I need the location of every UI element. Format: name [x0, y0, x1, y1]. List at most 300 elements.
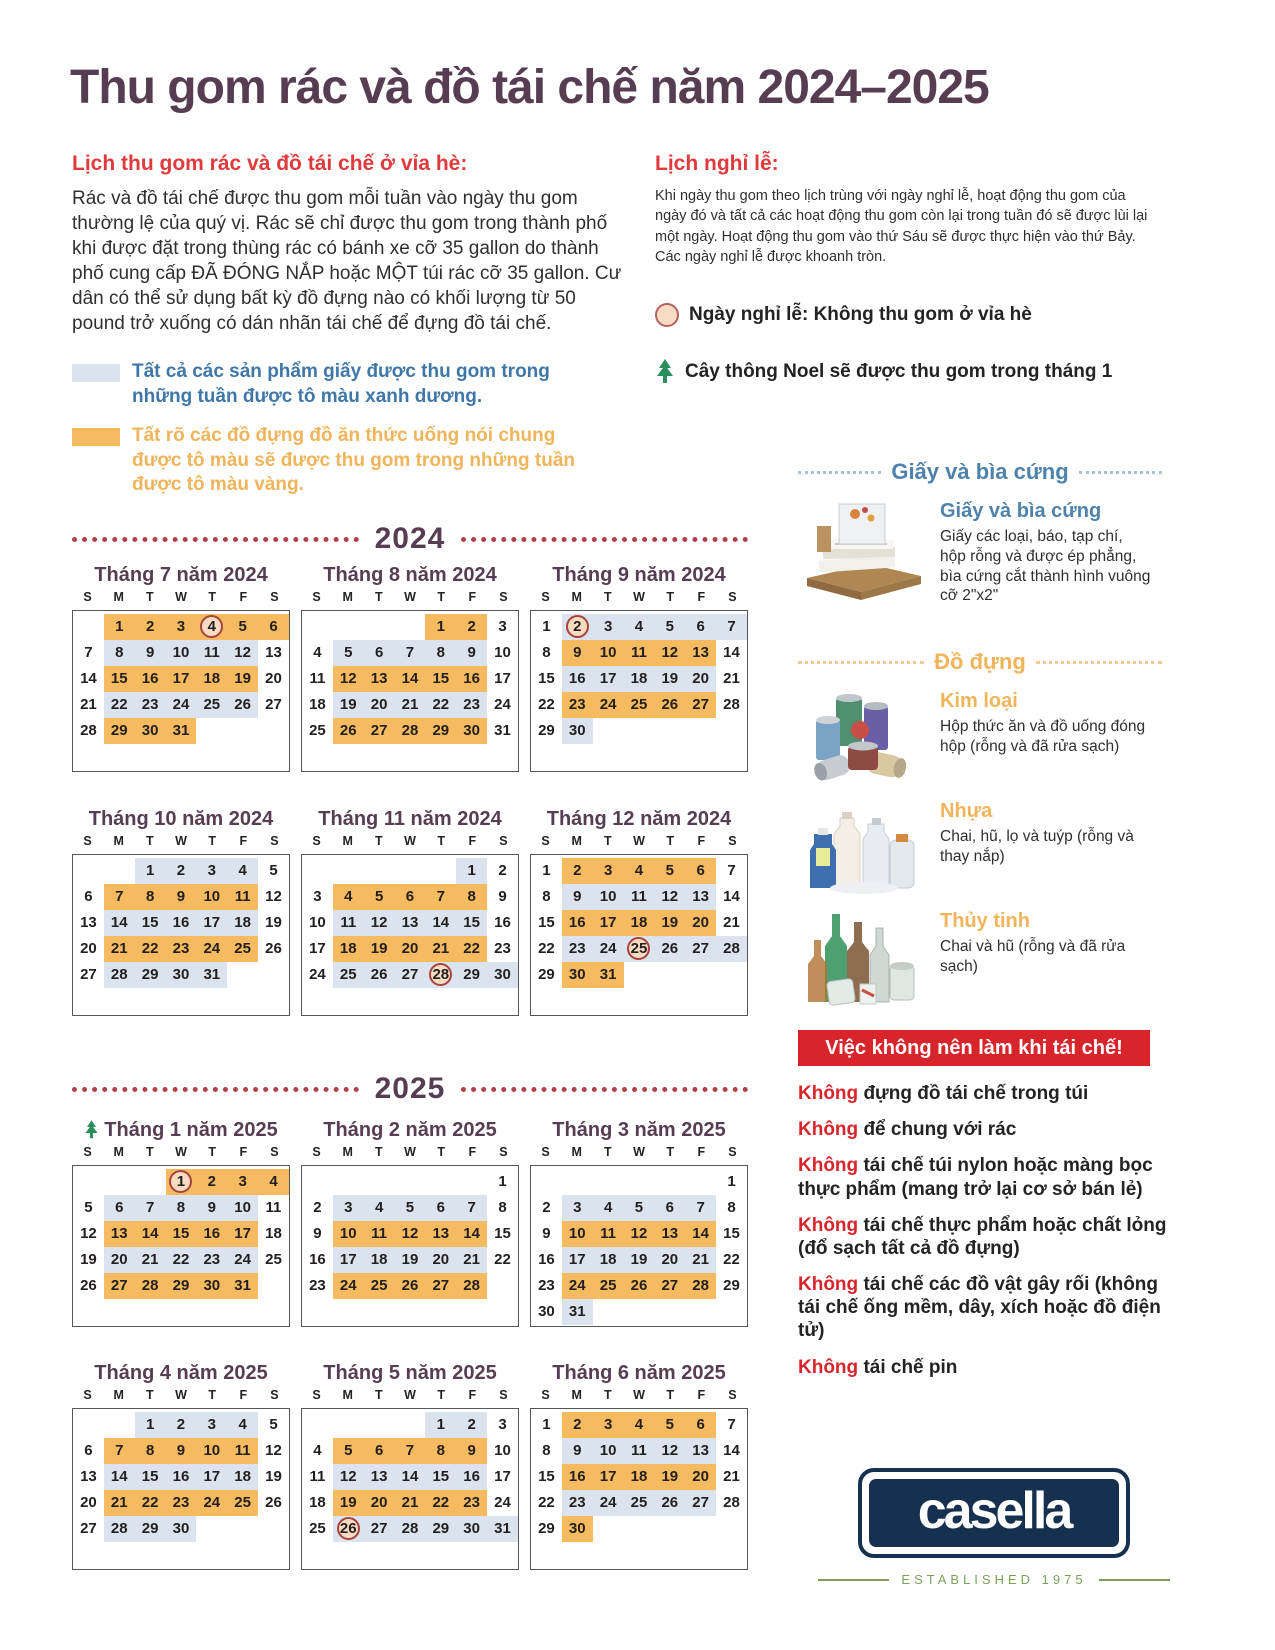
calendar-day: 22	[538, 1494, 555, 1511]
month-title: Tháng 10 năm 2024	[88, 807, 274, 830]
glass-item	[798, 910, 1162, 1014]
calendar-day: 21	[395, 1490, 426, 1516]
tree-legend	[655, 359, 1160, 385]
calendar-day: 31	[487, 1516, 518, 1542]
calendar-day: 27	[104, 1273, 135, 1299]
weekday-header	[530, 590, 748, 610]
curbside-heading: Lịch thu gom rác và đồ tái chế ở vỉa hè:	[72, 152, 468, 175]
blue-week-legend	[72, 360, 624, 409]
year-2024-divider	[72, 522, 748, 556]
calendar-day: 13	[685, 884, 716, 910]
weekday-header	[301, 1145, 519, 1165]
calendar-day: 23	[309, 1277, 326, 1294]
calendar-day: 26	[333, 718, 364, 744]
calendar-day: 21	[425, 936, 456, 962]
week-row	[302, 718, 518, 744]
calendar-day: 31	[227, 1273, 258, 1299]
week-row	[531, 858, 747, 884]
calendar-day: 9	[542, 1225, 551, 1242]
weekday-letter: W	[633, 1145, 645, 1159]
calendar-day: 19	[265, 1468, 282, 1485]
weekday-letter: S	[499, 1145, 508, 1159]
week-row	[73, 884, 289, 910]
month-grid	[301, 1165, 519, 1327]
calendar-day: 16	[538, 1251, 555, 1268]
calendar-day: 31	[593, 962, 624, 988]
calendar-day: 10	[593, 884, 624, 910]
week-row	[302, 1516, 518, 1542]
calendar-day: 5	[84, 1199, 93, 1216]
calendar-day: 15	[425, 1464, 456, 1490]
calendar-day: 10	[562, 1221, 593, 1247]
weekday-letter: T	[666, 590, 674, 604]
month-title: Tháng 3 năm 2025	[552, 1118, 726, 1141]
holiday-heading: Lịch nghỉ lễ:	[655, 152, 779, 175]
week-row	[302, 692, 518, 718]
month-calendar	[72, 1117, 290, 1327]
calendar-day: 16	[135, 666, 166, 692]
empty-day-cell	[302, 858, 333, 884]
dont-banner: Việc không nên làm khi tái chế!	[798, 1030, 1150, 1066]
month-grid	[301, 1408, 519, 1570]
calendar-day: 4	[227, 858, 258, 884]
week-row	[302, 1438, 518, 1464]
calendar-day: 16	[456, 666, 487, 692]
week-row	[531, 936, 747, 962]
established-tagline	[818, 1572, 1170, 1587]
empty-day-cell	[333, 1169, 364, 1195]
calendar-day: 6	[84, 1442, 93, 1459]
calendar-day: 31	[562, 1299, 593, 1325]
weekday-header	[530, 1145, 748, 1165]
calendar-day: 23	[562, 1490, 593, 1516]
calendar-day: 24	[494, 1494, 511, 1511]
dotted-line	[461, 1087, 748, 1092]
calendar-day: 12	[265, 888, 282, 905]
calendar-day: 6	[258, 614, 289, 640]
week-row	[531, 1412, 747, 1438]
month-calendar	[301, 1117, 519, 1327]
dont-item	[798, 1154, 1172, 1200]
calendar-day: 21	[723, 914, 740, 931]
empty-day-cell	[333, 858, 364, 884]
calendar-day: 16	[456, 1464, 487, 1490]
calendar-day: 13	[395, 910, 426, 936]
calendar-day: 5	[654, 858, 685, 884]
calendar-day: 13	[364, 1464, 395, 1490]
empty-day-cell	[425, 858, 456, 884]
calendar-day: 4	[364, 1195, 395, 1221]
week-row	[531, 1273, 747, 1299]
month-grid	[72, 610, 290, 772]
calendar-day: 20	[425, 1247, 456, 1273]
month-title: Tháng 6 năm 2025	[552, 1361, 726, 1384]
calendar-day: 20	[395, 936, 426, 962]
calendar-day: 26	[654, 936, 685, 962]
calendar-day: 24	[333, 1273, 364, 1299]
empty-day-cell	[654, 962, 685, 988]
calendar-day: 4	[258, 1169, 289, 1195]
empty-day-cell	[364, 1169, 395, 1195]
calendar-day: 3	[562, 1195, 593, 1221]
blue-legend-text: Tất cả các sản phẩm giấy được thu gom trong những tuần được tô màu xanh dương.	[132, 361, 550, 408]
year-2025-label: 2025	[374, 1072, 446, 1105]
weekday-header	[72, 1388, 290, 1408]
empty-day-cell	[333, 1412, 364, 1438]
calendar-day: 9	[196, 1195, 227, 1221]
yellow-swatch	[72, 428, 120, 446]
month-title: Tháng 2 năm 2025	[323, 1118, 497, 1141]
calendar-day: 16	[196, 1221, 227, 1247]
plastic-item-desc: Chai, hũ, lọ và tuýp (rỗng và thay nắp)	[940, 828, 1134, 866]
calendar-day: 22	[166, 1247, 197, 1273]
calendar-day: 4	[227, 1412, 258, 1438]
paper-item	[798, 500, 1162, 606]
dotted-line	[798, 661, 924, 664]
glass-bottles-image	[798, 910, 926, 1014]
blue-swatch	[72, 364, 120, 382]
weekday-letter: W	[633, 834, 645, 848]
weekday-letter: F	[697, 834, 706, 848]
weekday-letter: S	[270, 1145, 279, 1159]
calendar-day: 6	[84, 888, 93, 905]
tagline-text: ESTABLISHED 1975	[901, 1572, 1087, 1587]
curbside-body: Rác và đồ tái chế được thu gom mỗi tuần vào ngày thu gom thường lệ của quý vị. Rác sẽ chỉ được thu gom trong thành phố khi được đặt trong thùng rác có bánh xe cỡ 35 gallon do thành phố cung cấp ĐÃ ĐÓNG NẮP hoặc MỘT túi rác cỡ 35 gallon. Cư dân có thể sử dụng bất kỳ đồ đựng nào có khối lượng từ 50 pound trở xuống có dán nhãn tái chế để đựng đồ tái chế.	[72, 188, 622, 335]
calendar-day: 15	[723, 1225, 740, 1242]
week-row	[73, 1169, 289, 1195]
calendar-day: 1	[104, 614, 135, 640]
calendar-day: 7	[395, 1438, 426, 1464]
holiday-circled-day: 26	[337, 1517, 360, 1540]
calendar-day: 5	[654, 1412, 685, 1438]
calendar-day: 24	[494, 696, 511, 713]
weekday-header	[72, 590, 290, 610]
calendar-day: 9	[313, 1225, 322, 1242]
calendar-day: 9	[166, 1438, 197, 1464]
calendar-day: 25	[227, 936, 258, 962]
calendar-day: 2	[166, 1412, 197, 1438]
calendar-day: 4	[313, 644, 322, 661]
calendar-day: 30	[562, 1516, 593, 1542]
calendar-day: 2	[542, 1199, 551, 1216]
calendar-day: 24	[309, 966, 326, 983]
holiday-circle-legend	[655, 303, 1160, 327]
calendar-day: 14	[456, 1221, 487, 1247]
calendar-day: 12	[364, 910, 395, 936]
calendar-day: 20	[654, 1247, 685, 1273]
empty-day-cell	[425, 1169, 456, 1195]
weekday-letter: S	[270, 1388, 279, 1402]
calendar-day: 14	[685, 1221, 716, 1247]
calendar-day: 23	[166, 936, 197, 962]
weekday-letter: M	[342, 1145, 353, 1159]
calendar-day: 2	[562, 1412, 593, 1438]
empty-day-cell	[227, 962, 258, 988]
page-title: Thu gom rác và đồ tái chế năm 2024–2025	[70, 61, 989, 114]
empty-day-cell	[685, 718, 716, 744]
week-row	[531, 718, 747, 744]
yellow-legend-text: Tất rõ các đồ đựng đồ ăn thức uống nói chung được tô màu sẽ được thu gom trong những tuần được tô màu vàng.	[132, 424, 575, 496]
weekday-letter: F	[239, 590, 248, 604]
calendar-day: 5	[269, 1416, 278, 1433]
dont-item	[798, 1356, 1172, 1379]
calendar-day: 19	[80, 1251, 97, 1268]
weekday-letter: T	[208, 834, 216, 848]
weekday-letter: F	[697, 1145, 706, 1159]
weekday-letter: T	[208, 590, 216, 604]
empty-day-cell	[364, 1412, 395, 1438]
calendar-day: 23	[166, 1490, 197, 1516]
weekday-letter: S	[728, 1388, 737, 1402]
calendar-day: 18	[624, 910, 655, 936]
empty-day-cell	[73, 858, 104, 884]
calendar-day: 10	[494, 644, 511, 661]
weekday-letter: S	[83, 834, 92, 848]
calendar-day: 24	[196, 1490, 227, 1516]
calendar-day: 17	[196, 1464, 227, 1490]
calendar-day: 6	[364, 640, 395, 666]
calendar-day: 10	[593, 640, 624, 666]
month-calendar	[72, 1360, 290, 1570]
calendar-day: 9	[456, 640, 487, 666]
month-grid	[530, 1408, 748, 1570]
calendar-day: 16	[166, 910, 197, 936]
empty-day-cell	[227, 1516, 258, 1542]
month-grid	[301, 854, 519, 1016]
week-row	[531, 1438, 747, 1464]
weekday-header	[301, 590, 519, 610]
dont-item-text: để chung với rác	[863, 1119, 1017, 1141]
calendar-day: 15	[104, 666, 135, 692]
weekday-letter: W	[404, 1145, 416, 1159]
empty-day-cell	[654, 1169, 685, 1195]
calendar-day: 27	[685, 936, 716, 962]
plastic-item-title: Nhựa	[940, 800, 993, 823]
no-word: Không	[798, 1214, 859, 1236]
christmas-tree-icon	[655, 359, 675, 385]
week-row	[302, 1247, 518, 1273]
calendar-day: 3	[227, 1169, 258, 1195]
weekday-header	[72, 1145, 290, 1165]
calendar-day: 18	[196, 666, 227, 692]
calendar-day: 26	[80, 1277, 97, 1294]
week-row	[302, 1464, 518, 1490]
calendar-day: 20	[364, 692, 395, 718]
empty-day-cell	[624, 718, 655, 744]
empty-day-cell	[73, 614, 104, 640]
calendar-day: 6	[395, 884, 426, 910]
calendar-day: 26	[364, 962, 395, 988]
calendar-day: 17	[494, 670, 511, 687]
calendar-day: 21	[104, 1490, 135, 1516]
dotted-line	[798, 471, 881, 474]
calendar-day: 22	[135, 1490, 166, 1516]
month-calendar	[530, 806, 748, 1016]
calendar-day: 18	[593, 1247, 624, 1273]
year-2024-label: 2024	[374, 522, 446, 555]
weekday-letter: F	[239, 834, 248, 848]
calendar-day-holiday	[562, 614, 593, 640]
empty-day-cell	[456, 1169, 487, 1195]
calendar-day: 18	[333, 936, 364, 962]
calendar-day: 26	[265, 1494, 282, 1511]
weekday-letter: M	[113, 1145, 124, 1159]
calendar-day: 9	[498, 888, 507, 905]
calendar-day: 11	[624, 884, 655, 910]
calendar-day: 19	[333, 692, 364, 718]
calendar-day: 13	[685, 640, 716, 666]
week-row	[531, 884, 747, 910]
empty-day-cell	[593, 1299, 624, 1325]
month-title: Tháng 4 năm 2025	[94, 1361, 268, 1384]
calendar-day: 12	[395, 1221, 426, 1247]
weekday-letter: T	[146, 1145, 154, 1159]
week-row	[73, 1516, 289, 1542]
empty-day-cell	[333, 614, 364, 640]
calendar-day: 13	[425, 1221, 456, 1247]
week-row	[531, 910, 747, 936]
weekday-letter: W	[404, 834, 416, 848]
empty-day-cell	[196, 1516, 227, 1542]
weekday-letter: M	[571, 1145, 582, 1159]
week-row	[302, 640, 518, 666]
calendar-day-holiday	[425, 962, 456, 988]
calendar-day: 19	[227, 666, 258, 692]
calendar-day: 25	[364, 1273, 395, 1299]
empty-day-cell	[487, 1273, 518, 1299]
weekday-letter: T	[437, 1145, 445, 1159]
calendar-day: 22	[538, 940, 555, 957]
week-row	[73, 858, 289, 884]
week-row	[73, 614, 289, 640]
recyclables-sidebar	[798, 458, 1162, 1014]
weekday-letter: T	[437, 834, 445, 848]
calendar-day: 7	[456, 1195, 487, 1221]
holiday-schedule-section	[655, 152, 1160, 385]
week-row	[302, 1412, 518, 1438]
empty-day-cell	[593, 1516, 624, 1542]
calendar-day: 12	[624, 1221, 655, 1247]
weekday-letter: M	[571, 590, 582, 604]
calendar-day: 15	[425, 666, 456, 692]
tree-legend-label: Cây thông Noel sẽ được thu gom trong tháng 1	[685, 361, 1113, 383]
month-calendar	[72, 562, 290, 772]
weekday-letter: S	[728, 834, 737, 848]
calendar-day: 25	[593, 1273, 624, 1299]
dotted-line	[1079, 471, 1162, 474]
weekday-letter: M	[113, 834, 124, 848]
calendar-day: 20	[80, 1494, 97, 1511]
weekday-letter: W	[175, 590, 187, 604]
calendar-day: 15	[456, 910, 487, 936]
empty-day-cell	[302, 614, 333, 640]
month-title: Tháng 8 năm 2024	[323, 563, 497, 586]
calendar-day: 17	[494, 1468, 511, 1485]
calendar-day: 5	[364, 884, 395, 910]
calendar-day: 12	[227, 640, 258, 666]
calendar-day: 18	[227, 910, 258, 936]
calendar-day: 11	[624, 640, 655, 666]
calendar-day: 18	[309, 696, 326, 713]
calendar-day: 29	[135, 1516, 166, 1542]
calendar-day: 1	[425, 1412, 456, 1438]
empty-day-cell	[716, 718, 747, 744]
calendar-row-jan-mar-2025	[72, 1117, 748, 1327]
calendar-day: 28	[104, 1516, 135, 1542]
calendar-day: 29	[166, 1273, 197, 1299]
dont-item	[798, 1273, 1172, 1343]
calendar-day: 17	[593, 1464, 624, 1490]
holiday-circled-day: 25	[627, 937, 650, 960]
empty-day-cell	[227, 718, 258, 744]
calendar-day: 18	[265, 1225, 282, 1242]
week-row	[73, 936, 289, 962]
week-row	[531, 1299, 747, 1325]
month-grid	[530, 610, 748, 772]
glass-item-title: Thủy tinh	[940, 910, 1030, 933]
weekday-letter: T	[604, 590, 612, 604]
week-row	[302, 858, 518, 884]
weekday-header	[530, 1388, 748, 1408]
calendar-day: 13	[80, 914, 97, 931]
calendar-row-apr-jun-2025	[72, 1360, 748, 1570]
calendar-day: 23	[494, 940, 511, 957]
calendar-day: 5	[333, 1438, 364, 1464]
calendar-row-oct-dec-2024	[72, 806, 748, 1016]
week-row	[302, 910, 518, 936]
holiday-circled-day: 28	[429, 963, 452, 986]
calendar-day: 14	[135, 1221, 166, 1247]
week-row	[531, 962, 747, 988]
calendar-day: 31	[494, 722, 511, 739]
calendar-day: 17	[166, 666, 197, 692]
weekday-letter: S	[541, 1145, 550, 1159]
calendar-day: 18	[227, 1464, 258, 1490]
calendar-day: 13	[80, 1468, 97, 1485]
week-row	[531, 1247, 747, 1273]
calendar-day: 27	[654, 1273, 685, 1299]
empty-day-cell	[104, 858, 135, 884]
weekday-letter: F	[468, 1388, 477, 1402]
month-title: Tháng 5 năm 2025	[323, 1361, 497, 1384]
holiday-circle-icon	[655, 303, 679, 327]
calendar-day: 30	[196, 1273, 227, 1299]
calendar-day: 1	[456, 858, 487, 884]
week-row	[302, 1273, 518, 1299]
tagline-rule	[1099, 1579, 1170, 1581]
calendar-day: 3	[313, 888, 322, 905]
calendar-day: 11	[593, 1221, 624, 1247]
calendar-day: 29	[425, 718, 456, 744]
weekday-letter: M	[571, 834, 582, 848]
calendar-day: 22	[104, 692, 135, 718]
calendar-day: 8	[456, 884, 487, 910]
calendar-day: 21	[723, 1468, 740, 1485]
calendar-day: 30	[562, 962, 593, 988]
weekday-letter: M	[113, 1388, 124, 1402]
month-title: Tháng 1 năm 2025	[72, 1117, 290, 1143]
weekday-letter: T	[375, 834, 383, 848]
calendar-day: 19	[654, 910, 685, 936]
calendar-day: 12	[654, 640, 685, 666]
empty-day-cell	[654, 1299, 685, 1325]
calendar-day: 31	[166, 718, 197, 744]
calendar-day: 24	[227, 1247, 258, 1273]
empty-day-cell	[258, 962, 289, 988]
dont-item-text: tái chế thực phẩm hoặc chất lỏng (đổ sạch tất cả đồ đựng)	[798, 1214, 1167, 1259]
calendar-day: 27	[685, 1490, 716, 1516]
calendar-day: 9	[135, 640, 166, 666]
